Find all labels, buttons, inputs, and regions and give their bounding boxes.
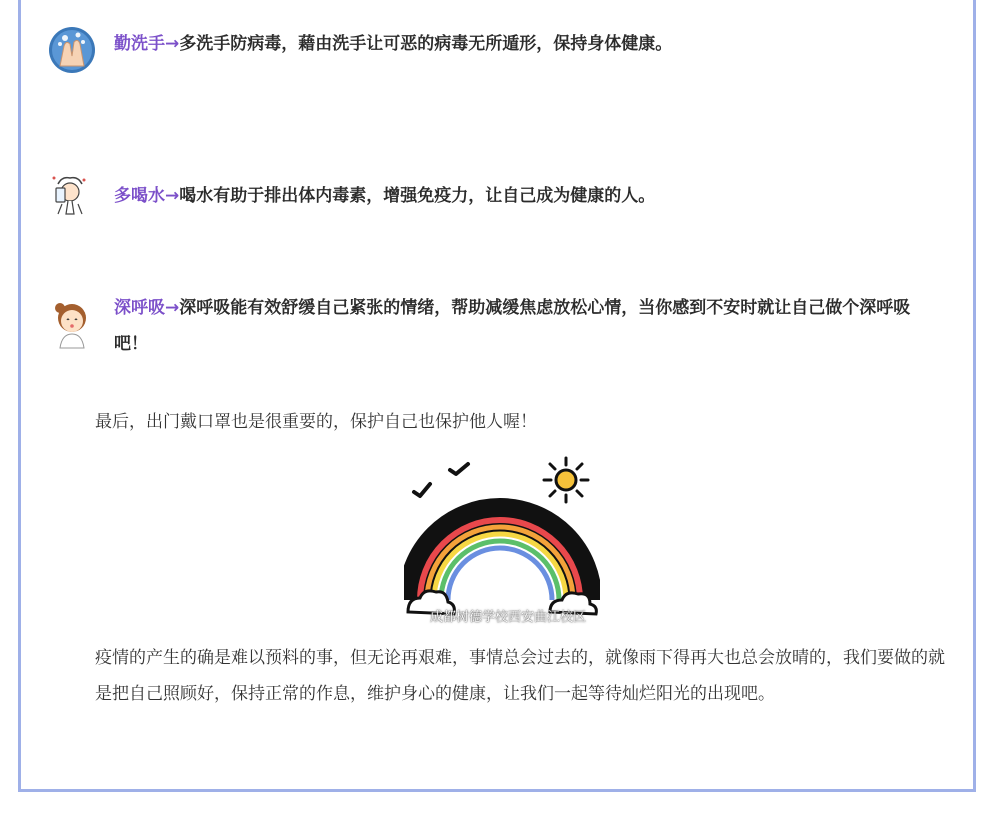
drinking-water-icon [48, 170, 96, 218]
tip-body: 多洗手防病毒，藉由洗手让可恶的病毒无所遁形，保持身体健康。 [179, 34, 673, 54]
tip-text [114, 290, 944, 362]
tip-body: 深呼吸能有效舒缓自己紧张的情绪，帮助减缓焦虑放松心情，当你感到不安时就让自己做个深呼吸吧！ [114, 298, 911, 354]
watermark-text: 成都树德学校西安曲江校区 [430, 610, 587, 625]
tip-text [114, 178, 944, 214]
mask-note: 最后，出门戴口罩也是很重要的，保护自己也保护他人喔！ [95, 412, 537, 432]
tip-body: 喝水有助于排出体内毒素，增强免疫力，让自己成为健康的人。 [179, 186, 656, 206]
tip-heading: 深呼吸→ [114, 298, 180, 318]
rainbow-illustration [404, 450, 600, 630]
tip-heading: 多喝水→ [114, 186, 180, 206]
closing-paragraph: 疫情的产生的确是难以预料的事，但无论再艰难，事情总会过去的，就像雨下得再大也总会放晴的，我们要做的就是把自己照顾好，保持正常的作息，维护身心的健康，让我们一起等待灿烂阳光的出现吧。 [95, 648, 945, 704]
tip-heading: 勤洗手→ [114, 34, 180, 54]
deep-breath-girl-icon [48, 298, 96, 346]
hand-washing-icon [48, 26, 96, 74]
tip-text [114, 26, 944, 62]
